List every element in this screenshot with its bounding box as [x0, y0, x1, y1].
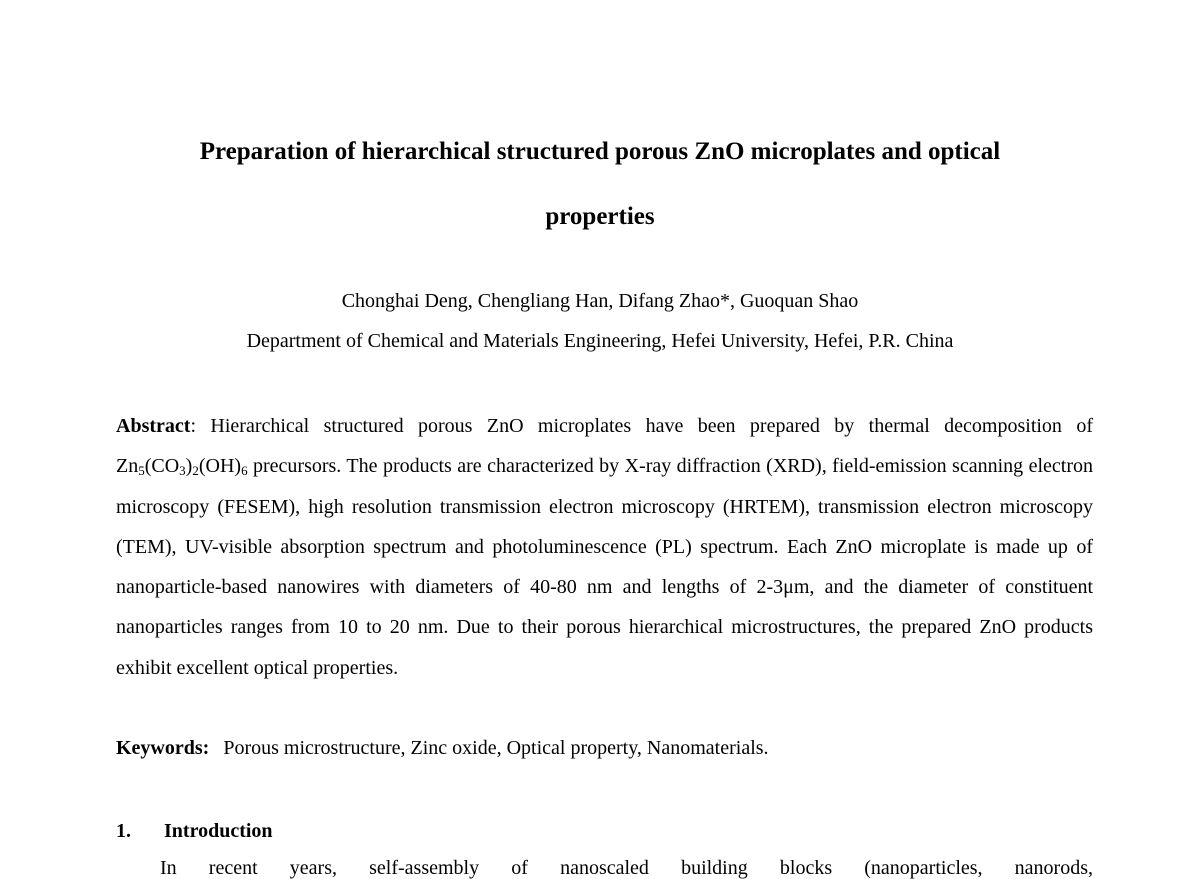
- formula-subscript: 5: [138, 463, 145, 479]
- section-heading-introduction: [116, 817, 273, 845]
- formula-part: Zn: [116, 455, 139, 478]
- formula-part: (CO: [144, 455, 180, 478]
- abstract-label-separator: :: [190, 415, 211, 437]
- formula-part: ): [185, 455, 193, 478]
- affiliation: Department of Chemical and Materials Engineering, Hefei University, Hefei, P.R. China: [246, 330, 954, 352]
- precursor-formula: [116, 455, 248, 477]
- keywords-label: Keywords:: [116, 737, 210, 759]
- paper-title-line-1: Preparation of hierarchical structured porous ZnO microplates and optical: [199, 138, 1001, 165]
- abstract-text-start: Hierarchical structured porous ZnO microplates have been prepared by thermal decomposition of: [210, 415, 1093, 437]
- formula-subscript: 6: [241, 463, 248, 479]
- formula-subscript: 3: [179, 463, 186, 479]
- keywords-line: [116, 733, 1093, 763]
- abstract-text-end: precursors. The products are characterized by X-ray diffraction (XRD), field-emission scanning electron microscopy (FESEM), high resolution transmission electron microscopy (HRTEM), transmission electron microscopy (TEM), UV-visible absorption spectrum and photoluminescence (PL) spectrum. Each ZnO microplate is made up of nanoparticle-based nanowires with diameters of 40-80 nm and lengths of 2-3μm, and the diameter of constituent nanoparticles ranges from 10 to 20 nm. Due to their porous hierarchical microstructures, the prepared ZnO products exhibit excellent optical properties.: [116, 455, 1093, 679]
- author-list: Chonghai Deng, Chengliang Han, Difang Zhao*, Guoquan Shao: [341, 290, 859, 312]
- formula-subscript: 2: [192, 463, 199, 479]
- section-title: Introduction: [164, 820, 273, 842]
- keywords-text: Porous microstructure, Zinc oxide, Optical property, Nanomaterials.: [223, 737, 769, 759]
- paper-title-line-2: properties: [545, 203, 655, 230]
- section-number: 1.: [116, 820, 131, 842]
- formula-part: (OH): [198, 455, 242, 478]
- abstract-paragraph: [116, 406, 1093, 688]
- abstract-label: Abstract: [116, 415, 191, 437]
- introduction-first-line: In recent years, self-assembly of nanoscaled building blocks (nanoparticles, nanorods,: [160, 857, 1093, 879]
